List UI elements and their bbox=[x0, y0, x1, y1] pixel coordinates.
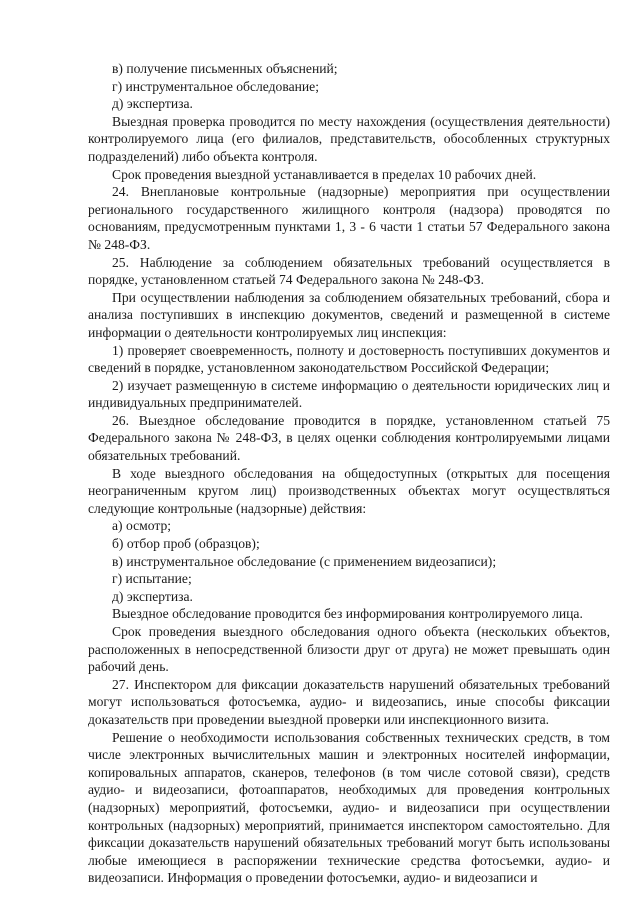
paragraph-survey-item-d: д) экспертиза. bbox=[112, 588, 193, 604]
paragraph-item-v-written-explanations: в) получение письменных объяснений; bbox=[112, 61, 338, 76]
paragraph-clause-27: 27. Инспектором для фиксации доказательств нарушений обязательных требований могут использоваться фотосъемка, аудио- и видеозапись, иные способы фиксации доказательств при проведении выездной проверки или инспекционного визита. bbox=[88, 676, 610, 727]
paragraph-observation-item-1: 1) проверяет своевременность, полноту и достоверность поступивших документов и сведений в порядке, установленном законодательством Российской Федерации; bbox=[88, 342, 610, 376]
paragraph-survey-item-v: в) инструментальное обследование (с применением видеозаписи); bbox=[112, 553, 497, 569]
paragraph-survey-no-notification: Выездное обследование проводится без информирования контролируемого лица. bbox=[112, 606, 583, 622]
paragraph-onsite-survey-actions-intro: В ходе выездного обследования на общедоступных (открытых для посещения неограниченным кругом лиц) производственных объектах могут осуществляться следующие контрольные (надзорные) действия: bbox=[88, 465, 610, 516]
paragraph-onsite-inspection-location: Выездная проверка проводится по месту нахождения (осуществления деятельности) контролируемого лица (его филиалов, представительств, обособленных структурных подразделений) либо объекта контроля. bbox=[88, 113, 610, 164]
paragraph-survey-item-g: г) испытание; bbox=[112, 571, 192, 587]
paragraph-survey-term: Срок проведения выездного обследования одного объекта (нескольких объектов, расположенных в непосредственной близости друг от друга) не может превышать один рабочий день. bbox=[88, 624, 610, 675]
paragraph-onsite-inspection-term: Срок проведения выездной устанавливается в пределах 10 рабочих дней. bbox=[112, 166, 537, 182]
paragraph-technical-means-decision: Решение о необходимости использования собственных технических средств, в том числе электронных вычислительных машин и электронных носителей информации, копировальных аппаратов, сканеров, телефонов (в том числе сотовой связи), средств аудио- и видеозаписи, фотоаппаратов, необходимых для проведения контрольных (надзорных) мероприятий, фотосъемки, аудио- и видеозаписи при осуществлении контрольных (надзорных) мероприятий, принимается инспектором самостоятельно. Для фиксации доказательств нарушений обязательных требований могут быть использованы любые имеющиеся в распоряжении технические средства фотосъемки, аудио- и видеозаписи. Информация о проведении фотосъемки, аудио- и видеозаписи и bbox=[88, 729, 610, 886]
paragraph-clause-24: 24. Внеплановые контрольные (надзорные) мероприятия при осуществлении регионального государственного жилищного контроля (надзора) проводятся по основаниям, предусмотренным пунктами 1, 3 - 6 части 1 статьи 57 Федерального закона № 248-ФЗ. bbox=[88, 184, 610, 252]
paragraph-observation-intro: При осуществлении наблюдения за соблюдением обязательных требований, сбора и анализа поступивших в инспекцию документов, сведений и размещенной в системе информации о деятельности контролируемых лиц инспекция: bbox=[88, 289, 610, 340]
paragraph-survey-item-b: б) отбор проб (образцов); bbox=[112, 536, 260, 552]
paragraph-observation-item-2: 2) изучает размещенную в системе информацию о деятельности юридических лиц и индивидуальных предпринимателей. bbox=[88, 377, 610, 411]
paragraph-clause-25: 25. Наблюдение за соблюдением обязательных требований осуществляется в порядке, установленном статьей 74 Федерального закона № 248-ФЗ. bbox=[88, 254, 610, 288]
paragraph-survey-item-a: а) осмотр; bbox=[112, 518, 172, 534]
paragraph-item-d-expertise: д) экспертиза. bbox=[112, 96, 193, 112]
paragraph-clause-26: 26. Выездное обследование проводится в порядке, установленном статьей 75 Федерального закона № 248-ФЗ, в целях оценки соблюдения контролируемыми лицами обязательных требований. bbox=[88, 412, 610, 464]
paragraph-item-g-instrumental-inspection: г) инструментальное обследование; bbox=[112, 78, 319, 94]
document-body bbox=[88, 60, 610, 887]
